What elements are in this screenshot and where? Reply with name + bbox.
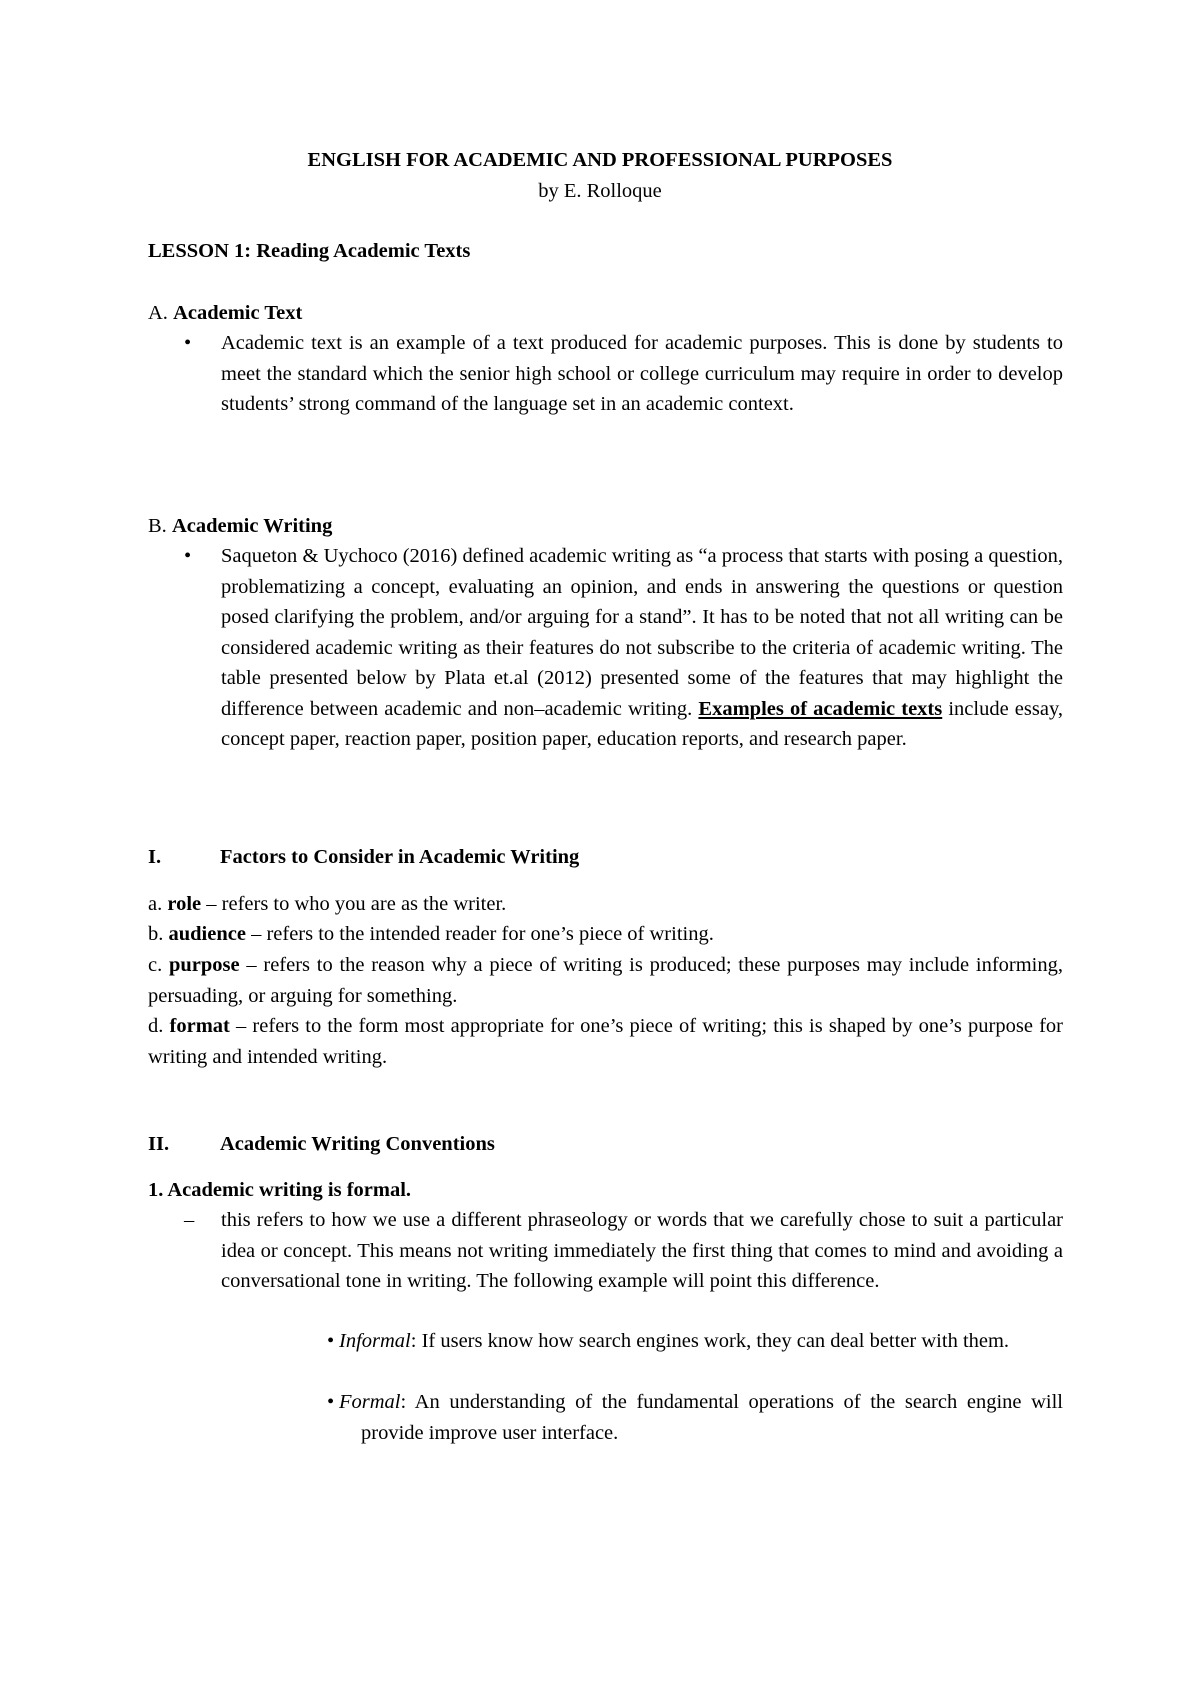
- section-b-title: Academic Writing: [171, 515, 333, 537]
- section-i-title: Factors to Consider in Academic Writing: [220, 846, 580, 868]
- factor-item-purpose: [148, 950, 1063, 1011]
- examples-emphasis: Examples of academic texts: [698, 697, 943, 720]
- section-b-text-before: Saqueton & Uychoco (2016) defined academic writing as “a process that starts with posing a question, problematizing a concept, evaluating an opinion, and ends in answering the questions or question posed clarifying the problem, and/or arguing for a stand”. It has to be noted that not all writing can be considered academic writing as their features do not subscribe to the criteria of academic writing. The table presented below by Plata et.al (2012) presented some of the features that may highlight the difference between academic and non–academic writing.: [221, 545, 1063, 720]
- section-b-heading: [148, 511, 1063, 542]
- convention-1-heading: 1. Academic writing is formal.: [148, 1179, 412, 1201]
- factor-letter: c.: [148, 954, 163, 976]
- lesson-heading: LESSON 1: Reading Academic Texts: [148, 240, 471, 262]
- section-b-paragraph: [221, 541, 1063, 755]
- section-a-heading: [148, 298, 1063, 329]
- dash-icon: –: [184, 1209, 195, 1231]
- factor-letter: a.: [148, 893, 163, 915]
- factor-term: format: [169, 1015, 230, 1037]
- section-a-title: Academic Text: [173, 302, 303, 324]
- section-b-letter: B.: [148, 515, 167, 537]
- factor-term: purpose: [168, 954, 240, 976]
- section-a-letter: A.: [148, 302, 168, 324]
- example-text: : An understanding of the fundamental operations of the search engine will provide improve user interface.: [361, 1391, 1063, 1444]
- example-label: Formal: [339, 1391, 401, 1413]
- example-text: : If users know how search engines work, they can deal better with them.: [410, 1330, 1010, 1352]
- bullet-icon: •: [184, 332, 192, 354]
- factor-desc: – refers to the intended reader for one’s piece of writing.: [245, 923, 714, 945]
- section-a-paragraph: Academic text is an example of a text produced for academic purposes. This is done by students to meet the standard which the senior high school or college curriculum may require in order to develop students’ strong command of the language set in an academic context.: [221, 332, 1063, 415]
- bullet-icon: •: [327, 1391, 335, 1413]
- document-title: ENGLISH FOR ACADEMIC AND PROFESSIONAL PURPOSES: [307, 149, 893, 171]
- example-formal: [339, 1387, 1063, 1448]
- factor-letter: b.: [148, 923, 164, 945]
- factor-desc: – refers to the reason why a piece of writing is produced; these purposes may include informing, persuading, or arguing for something.: [148, 954, 1064, 1007]
- bullet-icon: •: [184, 545, 192, 567]
- factor-letter: d.: [148, 1015, 164, 1037]
- convention-1-paragraph: this refers to how we use a different phraseology or words that we carefully chose to suit a particular idea or concept. This means not writing immediately the first thing that comes to mind and avoiding a conversational tone in writing. The following example will point this difference.: [221, 1209, 1063, 1292]
- example-label: Informal: [339, 1330, 411, 1352]
- section-ii-title: Academic Writing Conventions: [220, 1133, 495, 1155]
- bullet-icon: •: [327, 1330, 335, 1352]
- factor-term: audience: [168, 923, 246, 945]
- section-i-numeral: I.: [148, 846, 162, 868]
- factor-desc: – refers to the form most appropriate for one’s piece of writing; this is shaped by one’s purpose for writing and intended writing.: [148, 1015, 1063, 1068]
- example-informal: [339, 1326, 1063, 1357]
- section-ii-numeral: II.: [148, 1133, 170, 1155]
- factor-item-audience: [148, 919, 1063, 950]
- factor-item-format: [148, 1011, 1063, 1072]
- factor-item-role: [148, 889, 1063, 920]
- document-author: by E. Rolloque: [538, 180, 662, 202]
- factor-desc: – refers to who you are as the writer.: [201, 893, 507, 915]
- factor-term: role: [167, 893, 202, 915]
- section-b-text-after: include essay, concept paper, reaction paper, position paper, education reports, and research paper.: [221, 697, 1064, 750]
